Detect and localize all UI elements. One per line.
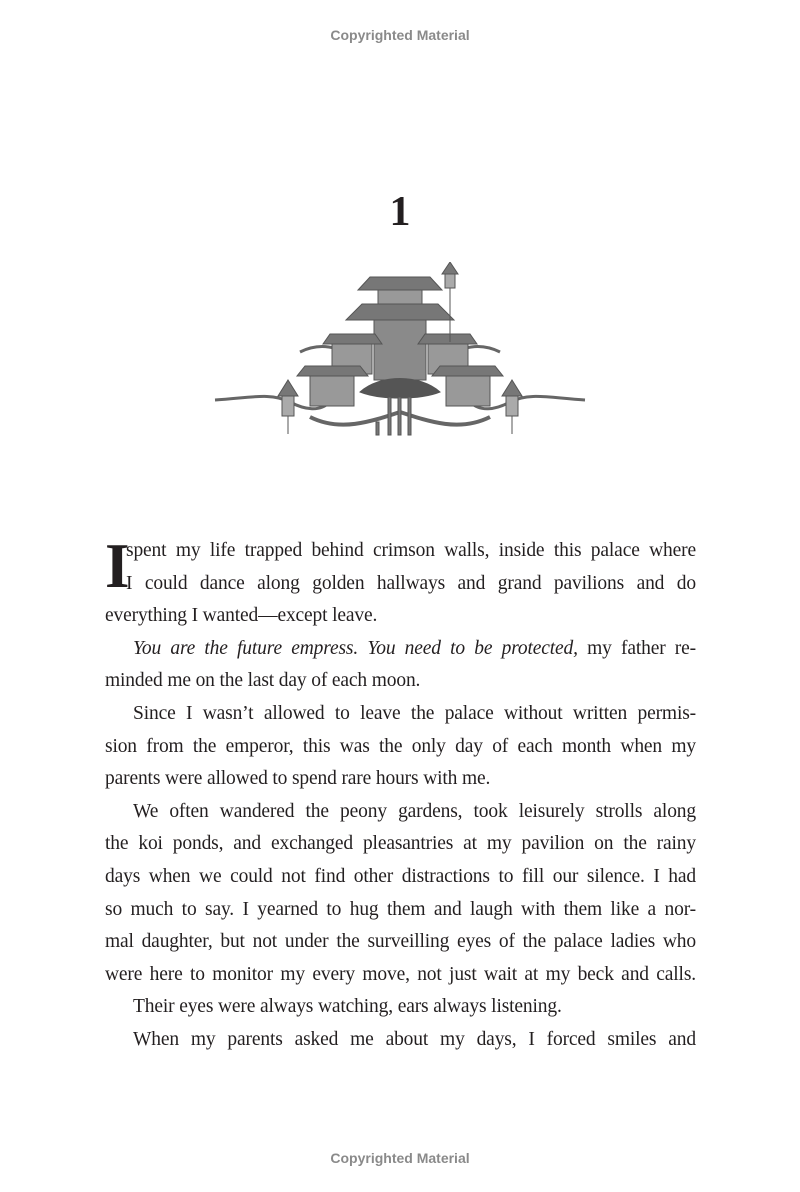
text-line: everything I wanted—except leave. xyxy=(105,605,378,627)
copyright-watermark-top: Copyrighted Material xyxy=(330,27,470,43)
text-line: sion from the emperor, this was the only day of each month when my xyxy=(105,735,696,757)
text-line: We often wandered the peony gardens, took leisurely strolls along xyxy=(133,800,696,822)
text-line: I could dance along golden hallways and grand pavilions and do xyxy=(126,572,696,594)
text-line: so much to say. I yearned to hug them and laugh with them like a nor- xyxy=(105,898,696,920)
text-line: minded me on the last day of each moon. xyxy=(105,670,421,692)
text-line: were here to monitor my every move, not just wait at my beck and calls. xyxy=(105,963,696,985)
text-line: parents were allowed to spend rare hours with me. xyxy=(105,768,491,790)
italic-quote: You are the future empress. You need to be protected, xyxy=(133,637,578,659)
copyright-watermark-bottom: Copyrighted Material xyxy=(330,1150,470,1166)
chapter-number: 1 xyxy=(389,189,411,235)
text-line: Since I wasn’t allowed to leave the palace without written permis- xyxy=(133,702,696,724)
chapter-body-text xyxy=(105,531,696,1057)
text-line: When my parents asked me about my days, I forced smiles and xyxy=(133,1028,696,1050)
text-line: spent my life trapped behind crimson walls, inside this palace where xyxy=(126,540,696,561)
text-line: days when we could not find other distractions to fill our silence. I had xyxy=(105,865,696,887)
drop-cap: I xyxy=(105,531,130,601)
text-line xyxy=(105,633,696,666)
text-line: mal daughter, but not under the surveilling eyes of the palace ladies who xyxy=(105,931,696,953)
text-span: my father re- xyxy=(577,637,696,659)
palace-illustration xyxy=(210,262,590,442)
text-line: the koi ponds, and exchanged pleasantries at my pavilion on the rainy xyxy=(105,833,696,855)
text-line: Their eyes were always watching, ears always listening. xyxy=(133,996,562,1018)
